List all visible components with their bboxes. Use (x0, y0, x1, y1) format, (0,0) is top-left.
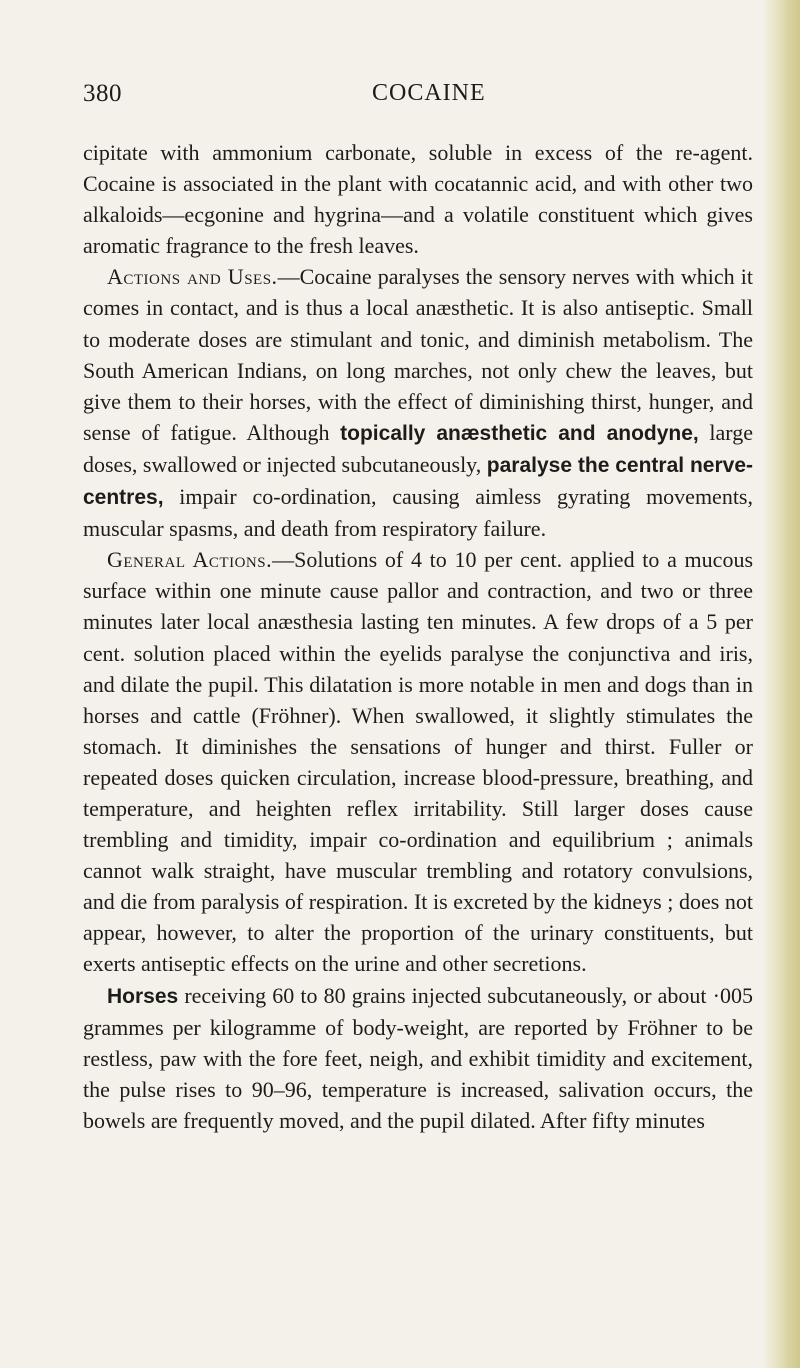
page-number: 380 (83, 80, 122, 107)
paragraph-intro: cipitate with ammonium carbonate, soluble in excess of the re-agent. Cocaine is associated in the plant with cocatannic acid, and with other two alkaloids—ecgonine and hygrina—and a volatile constituent which gives aromatic fragrance to the fresh leaves. (83, 140, 753, 259)
emphasis-paralyse-nerve-centres: paralyse the central nerve-centres, (83, 453, 753, 510)
paragraph-actions-and-uses (83, 261, 753, 544)
body-text (83, 137, 753, 1136)
paragraph-general-actions (83, 544, 753, 979)
paragraph-text: large doses, swallowed or injected subcutaneously, (83, 419, 753, 477)
emphasis-topically-anaesthetic: topically anæsthetic and anodyne, (340, 421, 699, 445)
page-header (83, 80, 733, 110)
running-head: COCAINE (372, 80, 486, 106)
section-heading-horses: Horses (107, 984, 179, 1008)
section-heading-general-actions: General Actions. (107, 547, 273, 573)
paragraph-text: impair co-ordination, causing aimless gyrating movements, muscular spasms, and death from respiratory failure. (83, 484, 753, 542)
paragraph-horses (83, 980, 753, 1136)
paragraph-text: —Solutions of 4 to 10 per cent. applied to a mucous surface within one minute cause pallor and contraction, and two or three minutes later local anæsthesia lasting ten minutes. A few drops of a 5 per cent. solution placed within the eyelids paralyse the conjunctiva and iris, and dilate the pupil. This dilatation is more notable in men and dogs than in horses and cattle (Fröhner). When swallowed, it slightly stimulates the stomach. It diminishes the sensations of hunger and thirst. Fuller or repeated doses quicken circulation, increase blood-pressure, breathing, and temperature, and heighten reflex irritability. Still larger doses cause trembling and timidity, impair co-ordination and equilibrium ; animals cannot walk straight, have muscular trembling and rotatory convulsions, and die from paralysis of respiration. It is excreted by the kidneys ; does not appear, however, to alter the proportion of the urinary constituents, but exerts antiseptic effects on the urine and other secretions. (83, 547, 753, 977)
paragraph-text: receiving 60 to 80 grains injected subcutaneously, or about ·005 grammes per kilogramme of body-weight, are reported by Fröhner to be restless, paw with the fore feet, neigh, and exhibit timidity and excitement, the pulse rises to 90–96, temperature is increased, salivation occurs, the bowels are frequently moved, and the pupil dilated. After fifty minutes (83, 982, 753, 1133)
section-heading-actions-and-uses: Actions and Uses. (107, 264, 278, 290)
paragraph-text: —Cocaine paralyses the sensory nerves with which it comes in contact, and is thus a local anæsthetic. It is also antiseptic. Small to moderate doses are stimulant and tonic, and diminish metabolism. The South American Indians, on long marches, not only chew the leaves, but give them to their horses, with the effect of diminishing thirst, hunger, and sense of fatigue. Although (83, 264, 754, 445)
page-edge-shading (762, 0, 800, 1368)
